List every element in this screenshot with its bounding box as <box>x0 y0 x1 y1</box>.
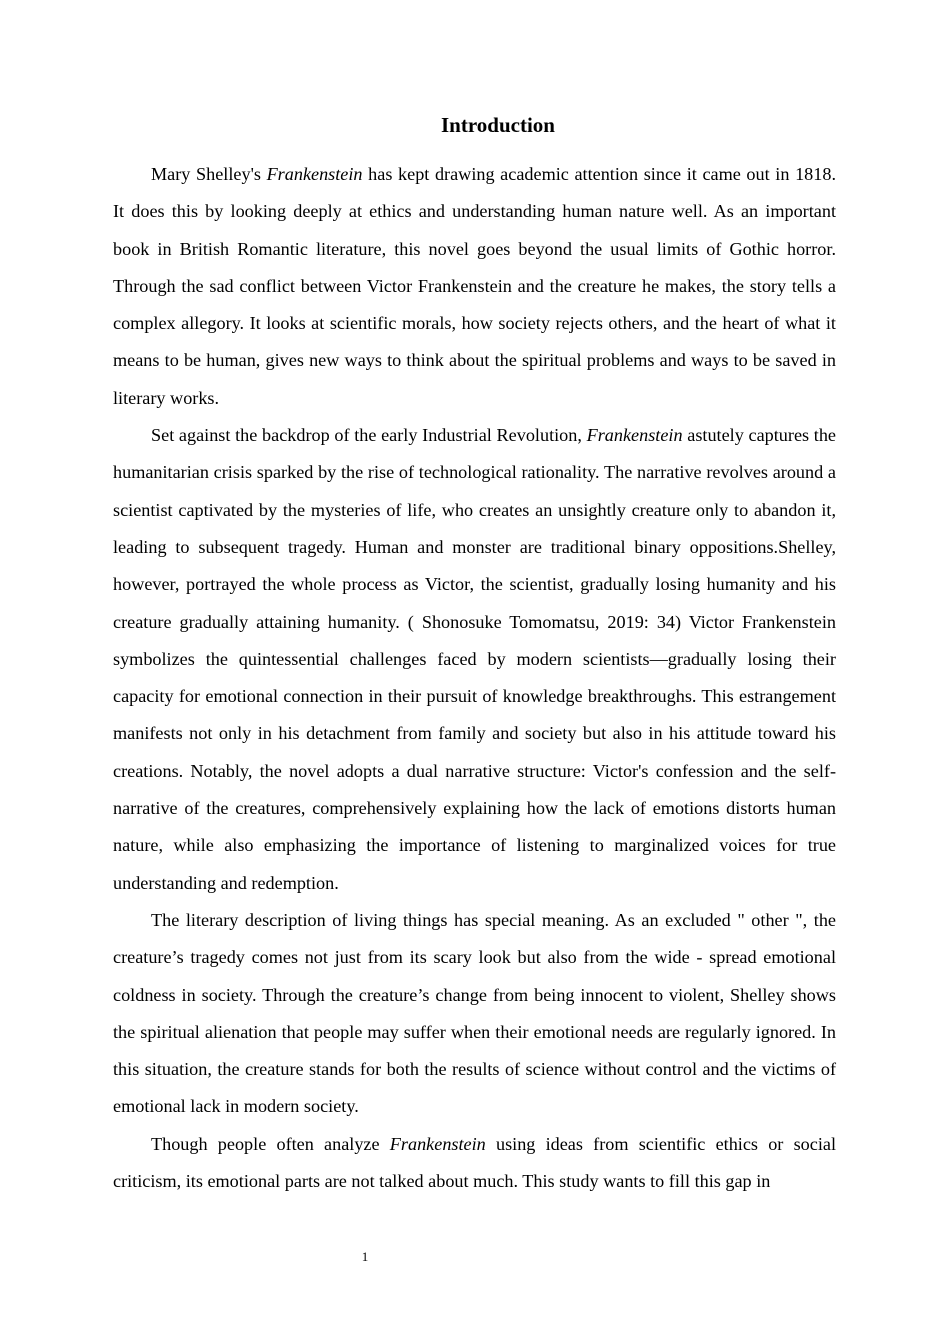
paragraph-1 <box>113 156 836 417</box>
paragraph-text: The literary description of living things has special meaning. As an excluded " other ", the creature’s tragedy comes not just from its scary look but also from the wide - spread emotional coldness in society. Through the creature’s change from being innocent to violent, Shelley shows the spiritual alienation that people may suffer when their emotional needs are regularly ignored. In this situation, the creature stands for both the results of science without control and the victims of emotional lack in modern society. <box>113 909 836 1117</box>
paragraph-text: using ideas from scientific ethics or social criticism, its emotional parts are not talked about much. This study wants to fill this gap in <box>113 1133 836 1192</box>
book-title-italic: Frankenstein <box>389 1133 486 1154</box>
book-title-italic: Frankenstein <box>586 425 683 446</box>
paragraph-text: Set against the backdrop of the early Industrial Revolution, <box>151 425 587 446</box>
page-title: Introduction <box>441 113 555 137</box>
paragraph-text: astutely captures the humanitarian crisis sparked by the rise of technological rationality. The narrative revolves around a scientist captivated by the mysteries of life, who creates an unsightly creature only to abandon it, leading to subsequent tragedy. Human and monster are traditional binary oppositions.Shelley, however, portrayed the whole process as Victor, the scientist, gradually losing humanity and his creature gradually attaining humanity. ( Shonosuke Tomomatsu, 2019: 34) Victor Frankenstein symbolizes the quintessential challenges faced by modern scientists—gradually losing their capacity for emotional connection in their pursuit of knowledge breakthroughs. This estrangement manifests not only in his detachment from family and society but also in his attitude toward his creations. Notably, the novel adopts a dual narrative structure: Victor's confession and the self-narrative of the creatures, comprehensively explaining how the lack of emotions distorts human nature, while also emphasizing the importance of listening to marginalized voices for true understanding and redemption. <box>113 425 836 893</box>
paragraph-text: Mary Shelley's <box>151 164 267 184</box>
paragraph-3 <box>113 902 836 1126</box>
paragraph-text: Though people often analyze <box>151 1133 390 1154</box>
paragraph-text: has kept drawing academic attention since it came out in 1818. It does this by looking deeply at ethics and understanding human nature well. As an important book in British Romantic literature, this novel goes beyond the usual limits of Gothic horror. Through the sad conflict between Victor Frankenstein and the creature he makes, the story tells a complex allegory. It looks at scientific morals, how society rejects others, and the heart of what it means to be human, gives new ways to think about the spiritual problems and ways to be saved in literary works. <box>113 164 836 408</box>
paragraph-2 <box>113 417 836 902</box>
paragraph-4 <box>113 1126 836 1201</box>
page-number: 1 <box>361 1249 369 1264</box>
book-title-italic: Frankenstein <box>266 164 363 184</box>
body-text <box>113 156 836 1200</box>
